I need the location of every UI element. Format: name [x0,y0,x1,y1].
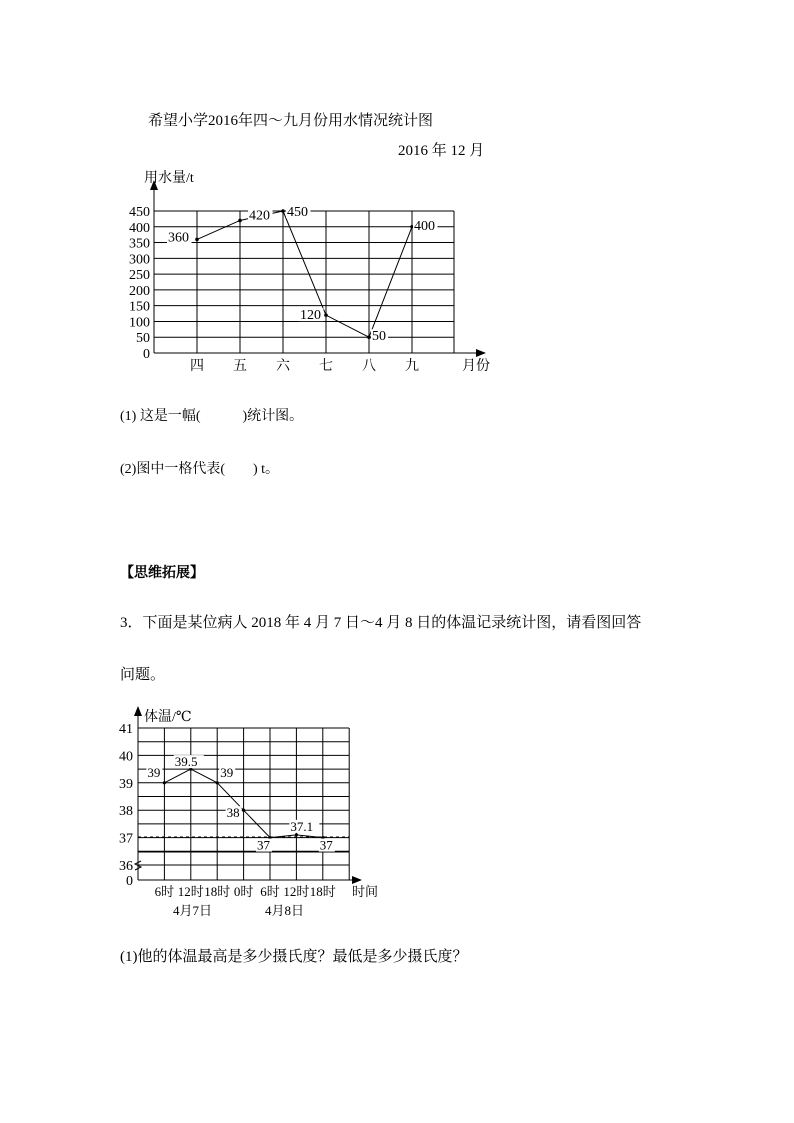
chart2-x-tick-label: 6时 [154,884,175,899]
chart1-grid [154,211,454,353]
chart2-x-tick-label: 18时 [204,884,231,899]
chart2-x-axis-arrow [352,876,362,884]
chart1-y-tick-label: 350 [129,236,150,252]
chart2-x-tick-label: 6时 [260,884,280,899]
chart2-data-label: 37 [319,837,333,853]
chart1-x-labels [190,358,419,374]
chart1-data-label: 360 [168,230,189,246]
chart1-x-tick-label: 四 [190,359,204,374]
question-1: (1) 这是一幅( )统计图。 [120,409,304,424]
chart2-y-tick-label: 36 [119,859,133,874]
chart1-y-tick-label: 0 [143,347,150,362]
chart2-y-tick-label: 0 [126,874,133,889]
question-3-1: (1)他的体温最高是多少摄氏度？最低是多少摄氏度？ [120,949,468,965]
temperature-chart [0,690,794,930]
chart1-y-tick-label: 200 [129,283,150,299]
chart2-y-ticks [119,722,133,889]
chart2-data-label: 39.5 [174,754,198,770]
chart2-y-tick-label: 40 [119,749,133,765]
question-2: (2)图中一格代表( ) t。 [120,462,280,477]
chart1-data-point [238,219,242,223]
chart2-x-tick-label: 18时 [309,884,336,899]
chart2-data-label: 39 [220,764,234,780]
chart1-data-point [195,238,199,242]
chart2-y-tick-label: 38 [119,804,133,820]
chart1-y-axis-title: 用水量/t [144,171,194,186]
chart1-data-label: 400 [414,218,435,234]
chart1-x-tick-label: 八 [362,359,376,374]
chart2-data-label: 39 [147,764,161,780]
chart1-data-label: 450 [287,205,308,220]
chart1-y-tick-label: 300 [129,252,150,268]
chart2-data-point [216,781,219,784]
chart2-data-label: 37.1 [290,818,314,834]
chart1-y-tick-label: 250 [129,268,150,284]
chart1-axes [150,180,486,357]
chart1-data-point [367,335,371,339]
chart1-data-point [324,313,328,317]
chart2-y-tick-label: 41 [119,722,133,737]
chart1-y-tick-label: 150 [129,299,150,315]
chart2-y-axis-title: 体温/℃ [144,710,192,725]
problem3-line1: 3．下面是某位病人 2018 年 4 月 7 日～4 月 8 日的体温记录统计图，请看图回答 [120,615,642,631]
chart2-x-tick-label: 12时 [177,884,204,899]
chart2-x-labels [155,884,336,899]
chart2-y-axis-arrow [134,706,142,716]
chart2-data-point [242,809,245,812]
water-usage-chart [0,0,794,400]
chart2-grid [138,728,349,880]
chart1-y-tick-label: 100 [129,315,150,331]
chart1-y-tick-label: 450 [129,205,150,220]
chart1-y-ticks [129,205,150,362]
chart1-x-tick-label: 五 [233,359,247,374]
chart1-data-label: 420 [249,208,270,224]
problem3-line2: 问题。 [120,667,166,683]
chart1-title: 希望小学2016年四～九月份用水情况统计图 [148,113,434,129]
chart1-x-tick-label: 七 [319,359,333,374]
chart2-x-axis-title: 时间 [352,884,379,899]
chart2-x-tick-label: 12时 [283,884,310,899]
chart1-data-point [281,209,285,213]
chart1-y-tick-label: 400 [129,220,150,236]
chart2-data-point [163,781,166,784]
chart2-x-tick-label: 0时 [233,884,254,899]
chart2-data-label: 37 [257,837,270,853]
chart2-date-label-0: 4月7日 [173,903,213,918]
chart1-x-axis-arrow [476,349,486,357]
section-title: 【思维拓展】 [120,566,204,581]
chart1-x-tick-label: 九 [405,359,419,374]
chart1-data-label: 120 [300,308,321,324]
chart1-data-label: 50 [372,329,386,345]
chart2-data-label: 38 [226,805,240,821]
chart1-date: 2016 年 12 月 [398,143,485,159]
chart1-x-tick-label: 六 [276,359,290,374]
chart2-y-tick-label: 37 [119,831,133,847]
chart2-axes [134,706,362,884]
chart1-y-tick-label: 50 [136,331,150,347]
chart2-date-label-1: 4月8日 [265,903,305,918]
chart2-y-tick-label: 39 [119,776,133,792]
chart1-x-axis-title: 月份 [462,359,490,374]
